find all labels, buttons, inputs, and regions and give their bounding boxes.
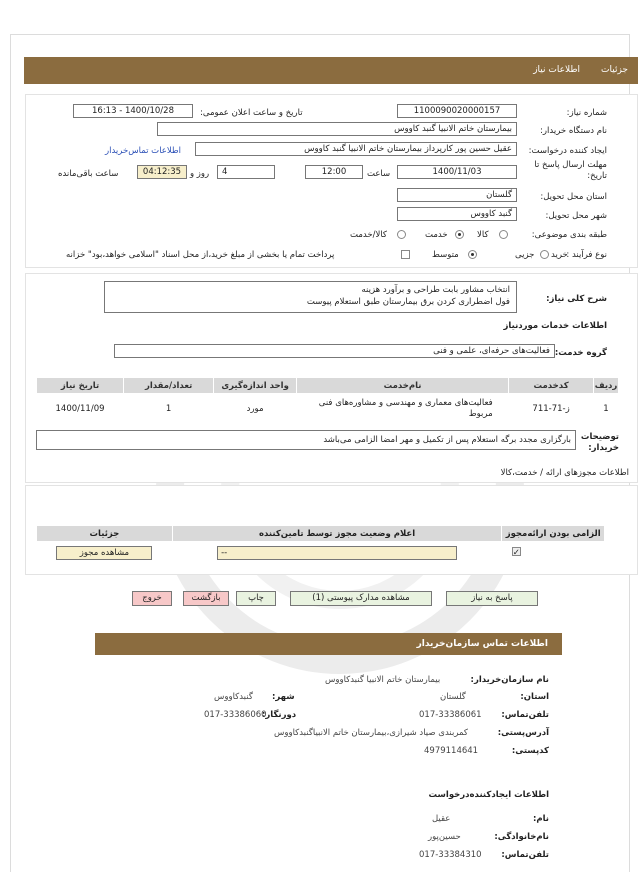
need-number-field: 1100090020000157	[397, 104, 517, 118]
postal-label: کد‌پستی:	[511, 746, 549, 756]
phone-label: تلفن‌تماس:	[501, 710, 549, 720]
contact-title: اطلاعات تماس سازمان‌خریدار	[416, 639, 548, 649]
process-partial-radio[interactable]	[540, 250, 549, 259]
service-group-field: فعالیت‌های حرفه‌ای، علمی و فنی	[114, 344, 555, 358]
category-label: طبقه بندی موضوعی:	[531, 230, 607, 240]
cell-qty: 1	[165, 403, 172, 414]
address-value: کمربندی صیاد شیرازی،بیمارستان خاتم الانبیاگنبدکاووس	[274, 728, 468, 738]
creator-phone-value: 017-33384310	[419, 850, 482, 860]
cell-name: فعالیت‌های معماری و مهندسی و مشاوره‌های فنی مربوط	[318, 397, 493, 419]
licenses-table	[36, 525, 605, 564]
contact-city-value: گنبدکاووس	[214, 692, 253, 702]
attachments-button[interactable]: مشاهده مدارک پیوستی (1)	[290, 591, 432, 606]
remaining-label: ساعت باقی‌مانده	[58, 169, 119, 179]
back-button[interactable]: بازگشت	[183, 591, 229, 606]
col-license-status: اعلام وضعیت مجوز توسط تامین‌کننده	[172, 526, 502, 542]
phone-value: 017-33386061	[419, 710, 482, 720]
need-number-label: شماره نیاز:	[566, 108, 607, 118]
address-label: آدرس‌پستی:	[497, 728, 549, 738]
col-license-details: جزئیات	[37, 526, 173, 542]
summary-label: شرح کلی نیاز:	[546, 294, 607, 304]
view-license-button[interactable]: مشاهده مجوز	[56, 546, 152, 560]
org-value: بیمارستان خاتم الانبیا گنبدکاووس	[325, 675, 441, 685]
services-header-row	[37, 378, 619, 394]
category-goods-service-label: کالا/خدمت	[350, 230, 387, 240]
contact-province-value: گلستان	[440, 692, 466, 702]
header-bar	[24, 57, 638, 84]
deadline-date-field: 1400/11/03	[397, 165, 517, 179]
process-medium-label: متوسط	[432, 250, 459, 260]
col-qty: تعداد/مقدار	[124, 378, 214, 394]
buyer-notes-label: توضیحات خریدار:	[580, 432, 619, 453]
category-goods-radio[interactable]	[499, 230, 508, 239]
license-required-checkbox: ✓	[512, 548, 520, 559]
org-label: نام سازمان‌خریدار:	[470, 675, 549, 685]
province-label: استان محل تحویل:	[540, 192, 607, 202]
process-label: نوع فرآیند :	[566, 250, 607, 260]
contact-province-label: استان:	[520, 692, 549, 702]
days-label: روز و	[190, 169, 210, 179]
col-code: کدخدمت	[509, 378, 594, 394]
col-name: نام‌خدمت	[296, 378, 508, 394]
summary-box	[104, 281, 517, 313]
deadline-time-field: 12:00	[305, 165, 363, 179]
tab-need-info[interactable]: اطلاعات نیاز	[533, 65, 580, 75]
creator-phone-label: تلفن‌تماس:	[501, 850, 549, 860]
payment-note: پرداخت تمام یا بخشی از مبلغ خرید،از محل اسناد "اسلامی خواهد،بود" خزانه	[66, 250, 335, 260]
first-name-label: نام:	[532, 814, 549, 824]
process-partial-label: جزیی	[515, 250, 535, 260]
process-buy-label: خرید	[551, 250, 568, 260]
fax-value: 017-33386060	[204, 710, 267, 720]
category-service-label: خدمت	[425, 230, 448, 240]
service-group-label: گروه خدمت:	[554, 348, 607, 358]
process-medium-radio[interactable]	[468, 250, 477, 259]
col-row: ردیف	[594, 378, 619, 394]
buyer-org-label: نام دستگاه خریدار:	[540, 126, 607, 136]
province-field: گلستان	[397, 188, 517, 202]
last-name-value: حسین‌پور	[428, 832, 461, 842]
city-field: گنبد کاووس	[397, 207, 517, 221]
reply-button[interactable]: پاسخ به نیاز	[446, 591, 538, 606]
licenses-header-row	[37, 526, 605, 542]
deadline-label: مهلت ارسال پاسخ تا تاریخ:	[534, 160, 607, 181]
summary-line-1: انتخاب مشاور بابت طراحی و برآورد هزینه	[361, 285, 510, 295]
deadline-time-label: ساعت	[367, 169, 391, 179]
postal-value: 4979114641	[424, 746, 479, 756]
licenses-title: اطلاعات مجوزهای ارائه / خدمت،کالا	[500, 468, 629, 478]
cell-code: ز-71-711	[532, 403, 570, 414]
fax-label: دورنگار:	[262, 710, 297, 720]
creator-field: عقیل حسین پور کارپرداز بیمارستان خاتم الانبیا گنبد کاووس	[195, 142, 517, 156]
creator-section-title: اطلاعات ایجادکننده‌درخواست	[428, 790, 549, 800]
license-status-field: --	[217, 546, 457, 560]
cell-row: 1	[603, 403, 609, 414]
tab-details[interactable]: جزئیات	[601, 65, 628, 75]
category-goods-service-radio[interactable]	[397, 230, 406, 239]
announce-date-field: 1400/10/28 - 16:13	[73, 104, 193, 118]
services-table	[36, 377, 619, 424]
buyer-org-field: بیمارستان خاتم الانبیا گنبد کاووس	[157, 122, 517, 136]
col-license-required: الزامی بودن ارائه‌مجوز	[502, 526, 605, 542]
exit-button[interactable]: خروج	[132, 591, 172, 606]
payment-checkbox[interactable]	[401, 250, 410, 259]
category-service-radio[interactable]	[455, 230, 464, 239]
table-row	[37, 394, 619, 424]
announce-label: تاریخ و ساعت اعلان عمومی:	[200, 108, 303, 118]
last-name-label: نام‌خانوادگی:	[494, 832, 549, 842]
contact-title-bar	[95, 633, 562, 655]
category-goods-label: کالا	[477, 230, 489, 240]
col-date: تاریخ نیاز	[37, 378, 124, 394]
col-unit: واحد اندازه‌گیری	[214, 378, 297, 394]
days-field: 4	[217, 165, 275, 179]
remaining-time-field: 04:12:35	[137, 165, 187, 179]
creator-label: ایجاد کننده درخواست:	[528, 146, 607, 156]
cell-unit: مورد	[246, 403, 264, 414]
city-label: شهر محل تحویل:	[545, 211, 607, 221]
buyer-notes-field: بارگزاری مجدد برگه استعلام پس از تکمیل و مهر امضا الزامی می‌باشد	[36, 430, 576, 450]
first-name-value: عقیل	[432, 814, 451, 824]
print-button[interactable]: چاپ	[236, 591, 276, 606]
table-row	[37, 542, 605, 564]
services-title: اطلاعات خدمات موردنیاز	[503, 321, 607, 331]
summary-line-2: فول اضطراری کردن برق بیمارستان طبق استعلام پیوست	[306, 297, 510, 307]
cell-date: 1400/11/09	[55, 403, 105, 414]
contact-city-label: شهر:	[272, 692, 295, 702]
buyer-contact-link[interactable]: اطلاعات تماس‌خریدار	[105, 146, 182, 156]
